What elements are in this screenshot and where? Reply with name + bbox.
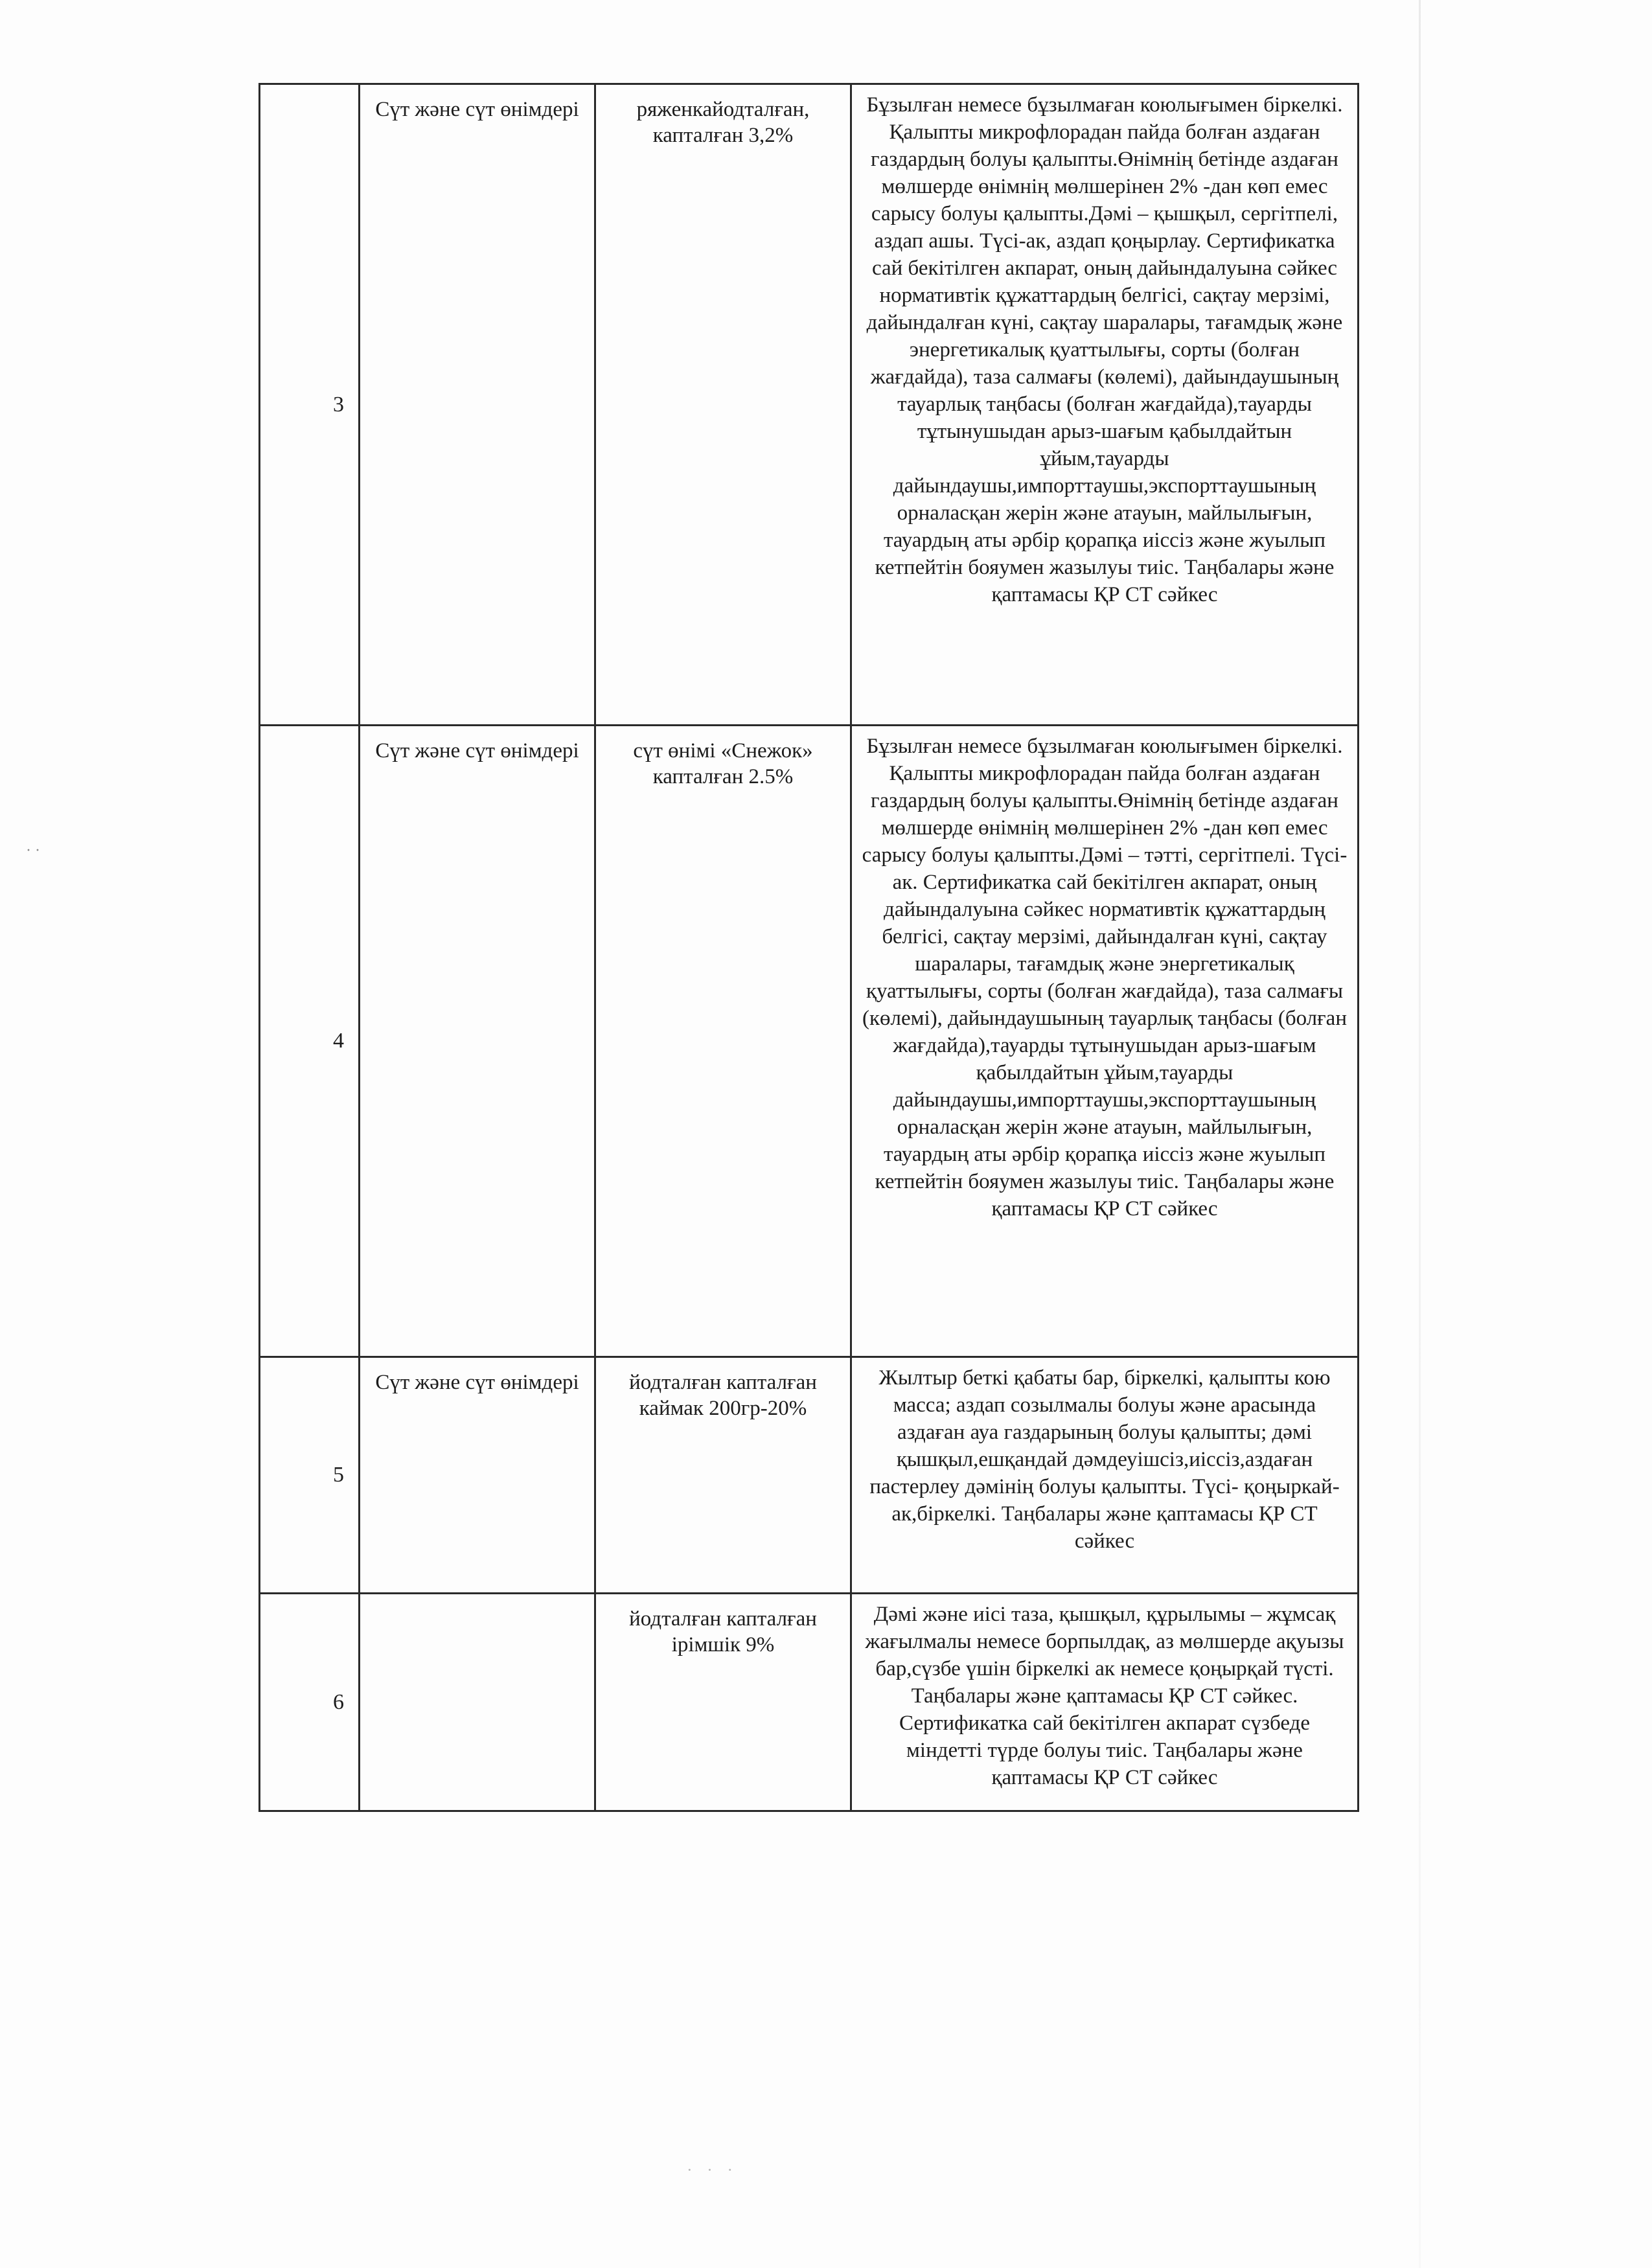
description-cell: Жылтыр беткі қабаты бар, біркелкі, қалыпты кою масса; аздап созылмалы болуы және арасында аздаған ауа газдарының болуы қалыпты; дәмі қышқыл,ешқандай дәмдеуішсіз,иіссіз,аздаған пастерлеу дәмінің болуы қалыпты. Түсі- қоңыркай-ак,біркелкі. Таңбалары және қаптамасы ҚР СТ сәйкес <box>851 1357 1359 1594</box>
description-cell: Дәмі және иісі таза, қышқыл, құрылымы – жұмсақ жағылмалы немесе борпылдақ, аз мөлшерде ақуызы бар,сүзбе үшін біркелкі ак немесе қоңырқай түсті. Таңбалары және қаптамасы ҚР СТ сәйкес. Сертификатка сай бекітілген акпарат сүзбеде міндетті түрде болуы тиіс. Таңбалары және қаптамасы ҚР СТ сәйкес <box>851 1594 1359 1811</box>
row-number: 4 <box>260 726 360 1357</box>
category-cell: Сүт және сүт өнімдері <box>360 1357 595 1594</box>
category-cell <box>360 1594 595 1811</box>
product-spec-table-wrapper <box>258 83 1357 1810</box>
row-number: 5 <box>260 1357 360 1594</box>
product-name-cell: йодталған капталған каймак 200гр-20% <box>595 1357 851 1594</box>
table-row <box>260 1594 1359 1811</box>
scan-footer-smudge: · · · <box>687 2160 738 2179</box>
row-number: 6 <box>260 1594 360 1811</box>
product-name-cell: сүт өнімі «Снежок» капталған 2.5% <box>595 726 851 1357</box>
category-cell: Сүт және сүт өнімдері <box>360 84 595 726</box>
category-cell: Сүт және сүт өнімдері <box>360 726 595 1357</box>
scan-speckle: · · <box>26 842 40 859</box>
description-cell: Бұзылған немесе бұзылмаған коюлығымен біркелкі. Қалыпты микрофлорадан пайда болған аздаған газдардың болуы қалыпты.Өнімнің бетінде аздаған мөлшерде өнімнің мөлшерінен 2% -дан көп емес сарысу болуы қалыпты.Дәмі – қышқыл, сергітпелі, аздап ашы. Түсі-ак, аздап қоңырлау. Сертификатка сай бекітілген акпарат, оның дайындалуына сәйкес нормативтік құжаттардың белгісі, сақтау мерзімі, дайындалған күні, сақтау шаралары, тағамдық және энергетикалық қуаттылығы, сорты (болған жағдайда), таза салмағы (көлемі), дайындаушының тауарлық таңбасы (болған жағдайда),тауарды тұтынушыдан арыз-шағым қабылдайтын ұйым,тауарды дайындаушы,импорттаушы,экспорттаушының орналасқан жерін және атауын, майлылығын, тауардың аты әрбір қорапқа иіссіз және жуылып кетпейтін бояумен жазылуы тиіс. Таңбалары және қаптамасы ҚР СТ сәйкес <box>851 84 1359 726</box>
description-cell: Бұзылған немесе бұзылмаған коюлығымен біркелкі. Қалыпты микрофлорадан пайда болған аздаған газдардың болуы қалыпты.Өнімнің бетінде аздаған мөлшерде өнімнің мөлшерінен 2% -дан көп емес сарысу болуы қалыпты.Дәмі – тәтті, сергітпелі. Түсі-ак. Сертификатка сай бекітілген акпарат, оның дайындалуына сәйкес нормативтік құжаттардың белгісі, сақтау мерзімі, дайындалған күні, сақтау шаралары, тағамдық және энергетикалық қуаттылығы, сорты (болған жағдайда), таза салмағы (көлемі), дайындаушының тауарлық таңбасы (болған жағдайда),тауарды тұтынушыдан арыз-шағым қабылдайтын ұйым,тауарды дайындаушы,импорттаушы,экспорттаушының орналасқан жерін және атауын, майлылығын, тауардың аты әрбір қорапқа иіссіз және жуылып кетпейтін бояумен жазылуы тиіс. Таңбалары және қаптамасы ҚР СТ сәйкес <box>851 726 1359 1357</box>
product-name-cell: йодталған капталған ірімшік 9% <box>595 1594 851 1811</box>
table-row <box>260 84 1359 726</box>
product-name-cell: ряженкайодталған, капталған 3,2% <box>595 84 851 726</box>
product-spec-table <box>258 83 1359 1812</box>
row-number: 3 <box>260 84 360 726</box>
table-row <box>260 726 1359 1357</box>
scan-edge-line <box>1419 0 1421 2268</box>
table-row <box>260 1357 1359 1594</box>
